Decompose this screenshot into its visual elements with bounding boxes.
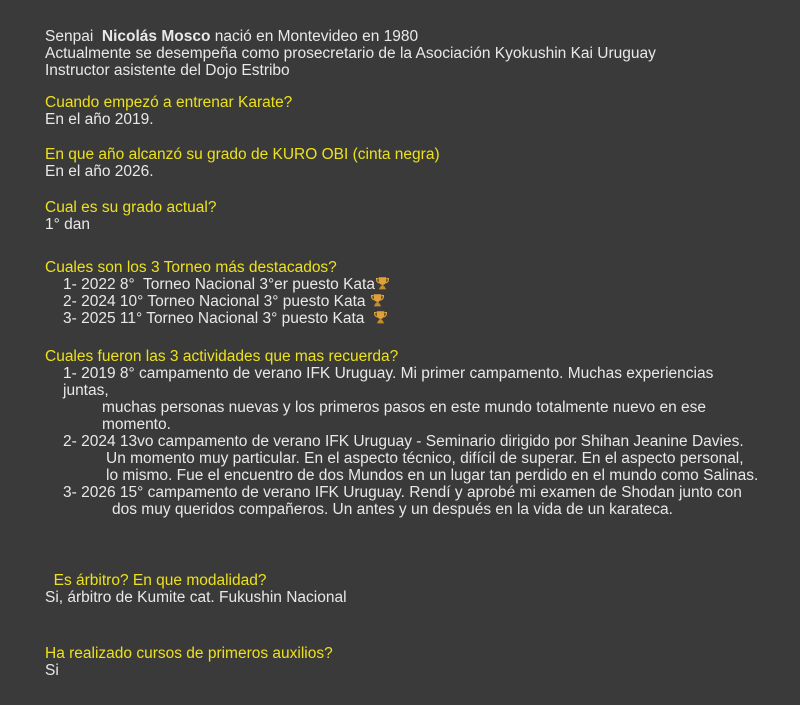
actividad-item-line: 2- 2024 13vo campamento de verano IFK Uruguay - Seminario dirigido por Shihan Jeanine Davies. bbox=[63, 433, 744, 450]
question-arbitro: Es árbitro? En que modalidad? bbox=[45, 572, 267, 589]
qa-grado-actual bbox=[45, 199, 760, 233]
question-kuro-obi: En que año alcanzó su grado de KURO OBI (cinta negra) bbox=[45, 146, 440, 163]
intro-prefix: Senpai bbox=[45, 28, 102, 45]
torneo-item bbox=[45, 293, 760, 310]
intro-suffix: nació en Montevideo en 1980 bbox=[210, 28, 419, 45]
answer-grado-actual: 1° dan bbox=[45, 216, 90, 233]
actividad-item-line: Un momento muy particular. En el aspecto técnico, difícil de superar. En el aspecto personal, bbox=[106, 450, 744, 467]
qa-start-karate bbox=[45, 94, 760, 128]
senpai-name: Nicolás Mosco bbox=[101, 28, 211, 45]
answer-arbitro: Si, árbitro de Kumite cat. Fukushin Nacional bbox=[45, 589, 347, 606]
qa-kuro-obi bbox=[45, 146, 760, 180]
intro-paragraph bbox=[45, 28, 760, 79]
actividad-item-line: lo mismo. Fue el encuentro de dos Mundos en un lugar tan perdido en el mundo como Salinas. bbox=[106, 467, 759, 484]
qa-actividades bbox=[45, 348, 760, 518]
intro-line-2: Actualmente se desempeña como prosecretario de la Asociación Kyokushin Kai Uruguay bbox=[45, 45, 656, 62]
answer-kuro-obi: En el año 2026. bbox=[45, 163, 154, 180]
qa-primeros-auxilios bbox=[45, 645, 760, 679]
actividad-item-line: 3- 2026 15° campamento de verano IFK Uruguay. Rendí y aprobé mi examen de Shodan junto con bbox=[63, 484, 742, 501]
question-grado-actual: Cual es su grado actual? bbox=[45, 199, 217, 216]
torneo-item bbox=[45, 276, 760, 293]
trophy-icon bbox=[375, 276, 390, 291]
torneo-item-text: 2- 2024 10° Torneo Nacional 3° puesto Kata bbox=[63, 293, 370, 310]
actividad-item-line: muchas personas nuevas y los primeros pasos en este mundo totalmente nuevo en ese bbox=[102, 399, 706, 416]
torneo-item bbox=[45, 310, 760, 327]
trophy-icon bbox=[373, 310, 388, 325]
question-primeros-auxilios: Ha realizado cursos de primeros auxilios? bbox=[45, 645, 333, 662]
qa-arbitro bbox=[45, 572, 760, 606]
intro-line-1 bbox=[45, 28, 760, 45]
question-start-karate: Cuando empezó a entrenar Karate? bbox=[45, 94, 293, 111]
question-torneos: Cuales son los 3 Torneo más destacados? bbox=[45, 259, 337, 276]
answer-primeros-auxilios: Si bbox=[45, 662, 59, 679]
qa-torneos bbox=[45, 259, 760, 327]
torneo-item-text: 1- 2022 8° Torneo Nacional 3°er puesto Kata bbox=[63, 276, 375, 293]
torneo-item-text: 3- 2025 11° Torneo Nacional 3° puesto Kata bbox=[63, 310, 373, 327]
intro-line-3: Instructor asistente del Dojo Estribo bbox=[45, 62, 290, 79]
question-actividades: Cuales fueron las 3 actividades que mas recuerda? bbox=[45, 348, 399, 365]
actividad-item-line: 1- 2019 8° campamento de verano IFK Uruguay. Mi primer campamento. Muchas experiencias juntas, bbox=[63, 365, 718, 399]
actividad-item-line: momento. bbox=[102, 416, 171, 433]
trophy-icon bbox=[370, 293, 385, 308]
answer-start-karate: En el año 2019. bbox=[45, 111, 154, 128]
actividad-item-line: dos muy queridos compañeros. Un antes y un después en la vida de un karateca. bbox=[112, 501, 673, 518]
